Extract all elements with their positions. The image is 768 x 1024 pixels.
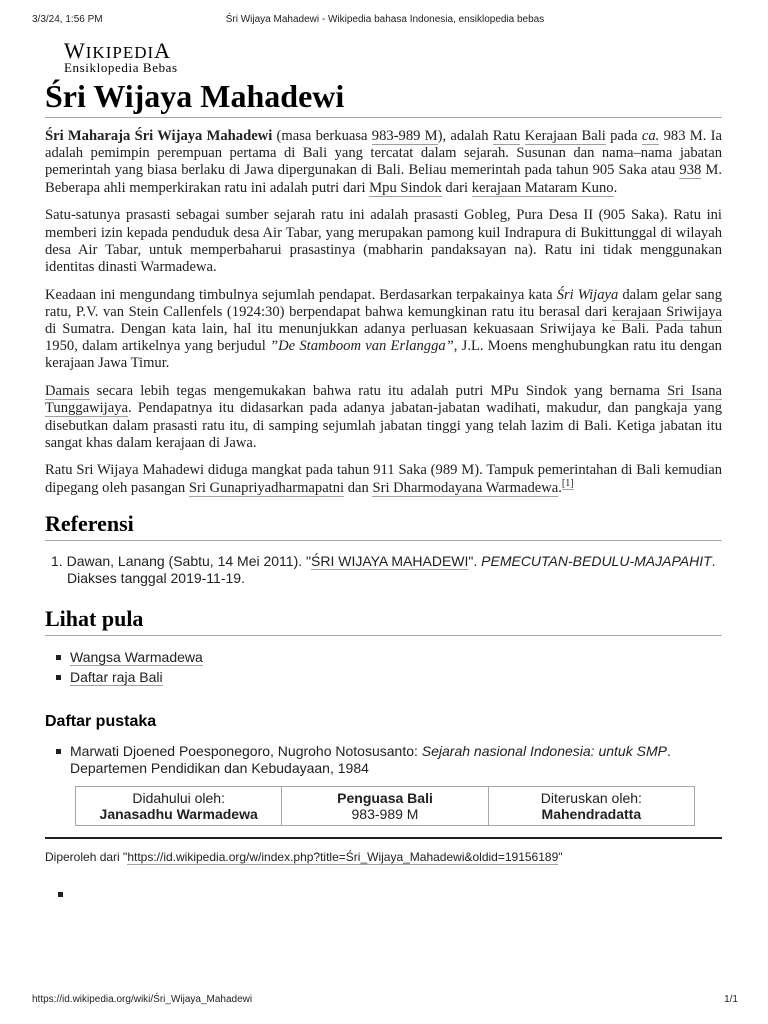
paragraph-damais: Damais secara lebih tegas mengemukakan bahwa ratu itu adalah putri MPu Sindok yang bernama Sri Isana Tunggawijaya. Pendapatnya itu didasarkan pada adanya jabatan-jabatan wadihati, makudur, dan pangkaja yang disebutkan dalam prasasti ratu itu, di samping sejumlah jabatan tinggi yang telah lazim di Bali. Ketiga jabatan itu sangat khas dalam kerajaan di Jawa. bbox=[45, 383, 722, 451]
print-page-number: 1/1 bbox=[724, 994, 738, 1005]
list-item bbox=[45, 667, 722, 687]
reference-link[interactable]: ŚRI WIJAYA MAHADEWI bbox=[311, 552, 469, 569]
heading-referensi: Referensi bbox=[45, 510, 722, 541]
reference-item: 1. Dawan, Lanang (Sabtu, 14 Mei 2011). "ŚRI WIJAYA MAHADEWI". PEMECUTAN-BEDULU-MAJAPAHIT. Diakses tanggal 2019-11-19. bbox=[51, 552, 716, 586]
bullet-icon bbox=[58, 892, 63, 897]
permanent-link[interactable]: https://id.wikipedia.org/w/index.php?title=Śri_Wijaya_Mahadewi&oldid=19156189 bbox=[127, 849, 559, 864]
print-url: https://id.wikipedia.org/wiki/Śri_Wijaya_Mahadewi bbox=[32, 994, 253, 1005]
predecessor-name: Janasadhu Warmadewa bbox=[99, 805, 258, 822]
paragraph-mangkat: Ratu Sri Wijaya Mahadewi diduga mangkat pada tahun 911 Saka (989 M). Tampuk pemerintahan di Bali kemudian dipegang oleh pasangan Sri Gunapriyadharmapatni dan Sri Dharmodayana Warmadewa.[1] bbox=[45, 462, 722, 496]
paragraph-pendapat: Keadaan ini mengundang timbulnya sejumlah pendapat. Berdasarkan terpakainya kata Śri Wijaya dalam gelar sang ratu, P.V. van Stein Callenfels (1924:30) berpendapat bahwa kemungkinan ratu itu berasal dari kerajaan Sriwijaya di Sumatra. Dengan kata lain, hal itu menunjukkan adanya perluasan kekuasaan Sriwijaya ke Bali. Pada tahun 1950, dalam artikelnya yang berjudul ”De Stamboom van Erlangga”, J.L. Moens menghubungkan ratu itu dengan kerajaan Jawa Timur. bbox=[45, 286, 723, 372]
link-daftar-raja-bali[interactable]: Daftar raja Bali bbox=[70, 668, 163, 685]
print-date: 3/3/24, 1:56 PM bbox=[32, 14, 103, 25]
link-wangsa-warmadewa[interactable]: Wangsa Warmadewa bbox=[70, 648, 203, 665]
article-content bbox=[45, 128, 722, 897]
link-mpu-sindok[interactable]: Mpu Sindok bbox=[369, 179, 442, 196]
bullet-icon bbox=[56, 749, 61, 754]
logo-tagline: Ensiklopedia Bebas bbox=[64, 60, 178, 75]
print-footer bbox=[32, 994, 738, 1005]
see-also-list bbox=[45, 647, 722, 687]
list-item: Marwati Djoened Poesponegoro, Nugroho Notosusanto: Sejarah nasional Indonesia: untuk SMP. Departemen Pendidikan dan Kebudayaan, 1984 bbox=[45, 743, 722, 777]
link-mataram-kuno[interactable]: kerajaan Mataram Kuno bbox=[471, 179, 614, 196]
successor-cell: Diteruskan oleh: Mahendradatta bbox=[488, 786, 694, 825]
link-ca[interactable]: ca. bbox=[641, 128, 660, 144]
citation-link-1[interactable]: [1] bbox=[561, 477, 574, 489]
office-name: Penguasa Bali bbox=[337, 789, 433, 806]
bibliography-list bbox=[45, 743, 722, 777]
logo-wordmark: WIKIPEDIA bbox=[64, 38, 172, 63]
bullet-icon bbox=[56, 675, 61, 680]
divider bbox=[45, 837, 722, 839]
retrieved-from: Diperoleh dari "https://id.wikipedia.org/w/index.php?title=Śri_Wijaya_Mahadewi&oldid=19156189" bbox=[45, 849, 563, 864]
bullet-icon bbox=[56, 655, 61, 660]
print-title: Śri Wijaya Mahadewi - Wikipedia bahasa Indonesia, ensiklopedia bebas bbox=[225, 14, 545, 25]
page-title: Śri Wijaya Mahadewi bbox=[45, 78, 722, 118]
link-ratu[interactable]: Ratu bbox=[492, 128, 521, 144]
wikipedia-logo[interactable] bbox=[64, 38, 178, 76]
link-sri-gunapriyadharmapatni[interactable]: Sri Gunapriyadharmapatni bbox=[188, 479, 345, 496]
list-item bbox=[45, 647, 722, 667]
link-sri-isana-tunggawijaya[interactable]: Sri Isana Tunggawijaya bbox=[45, 383, 722, 417]
paragraph-prasasti: Satu-satunya prasasti sebagai sumber sejarah ratu ini adalah prasasti Gobleg, Pura Desa II (905 Saka). Ratu ini memberi izin kepada penduduk desa Air Tabar, yang merupakan pamong kuil Indrapura di Bukittunggal di wilayah desa Air Tabar, untuk memperbaharui prasastinya (mabharin pandaksayan na). Ratu ini tidak menggunakan identitas dinasti Warmadewa. bbox=[45, 207, 722, 275]
link-kerajaan-sriwijaya[interactable]: kerajaan Sriwijaya bbox=[612, 303, 723, 320]
office-years: 983-989 M bbox=[351, 805, 419, 822]
link-damais[interactable]: Damais bbox=[45, 383, 90, 400]
paragraph-intro: Śri Maharaja Śri Wijaya Mahadewi (masa berkuasa 983-989 M), adalah Ratu Kerajaan Bali pada ca. 983 M. Ia adalah pemimpin perempuan pertama di Bali yang tercatat dalam sejarah. Susunan dan nama–nama jabatan pemerintah yang biasa berlaku di Jawa dipergunakan di Bali. Beliau memerintah pada tahun 905 Saka atau 938 M. Beberapa ahli memperkirakan ratu ini adalah putri dari Mpu Sindok dari kerajaan Mataram Kuno. bbox=[45, 128, 723, 196]
succession-box bbox=[75, 786, 695, 826]
bold-name: Śri Maharaja Śri Wijaya Mahadewi bbox=[45, 128, 273, 144]
link-938[interactable]: 938 bbox=[679, 162, 702, 179]
link-kerajaan-bali[interactable]: Kerajaan Bali bbox=[524, 128, 606, 144]
predecessor-cell: Didahului oleh: Janasadhu Warmadewa bbox=[76, 786, 282, 825]
link-sri-dharmodayana-warmadewa[interactable]: Sri Dharmodayana Warmadewa bbox=[372, 479, 559, 496]
heading-daftar-pustaka: Daftar pustaka bbox=[45, 712, 157, 730]
office-cell bbox=[282, 786, 488, 825]
successor-name: Mahendradatta bbox=[541, 805, 642, 822]
link-983-989[interactable]: 983-989 M bbox=[371, 128, 438, 144]
heading-lihat-pula: Lihat pula bbox=[45, 605, 722, 636]
